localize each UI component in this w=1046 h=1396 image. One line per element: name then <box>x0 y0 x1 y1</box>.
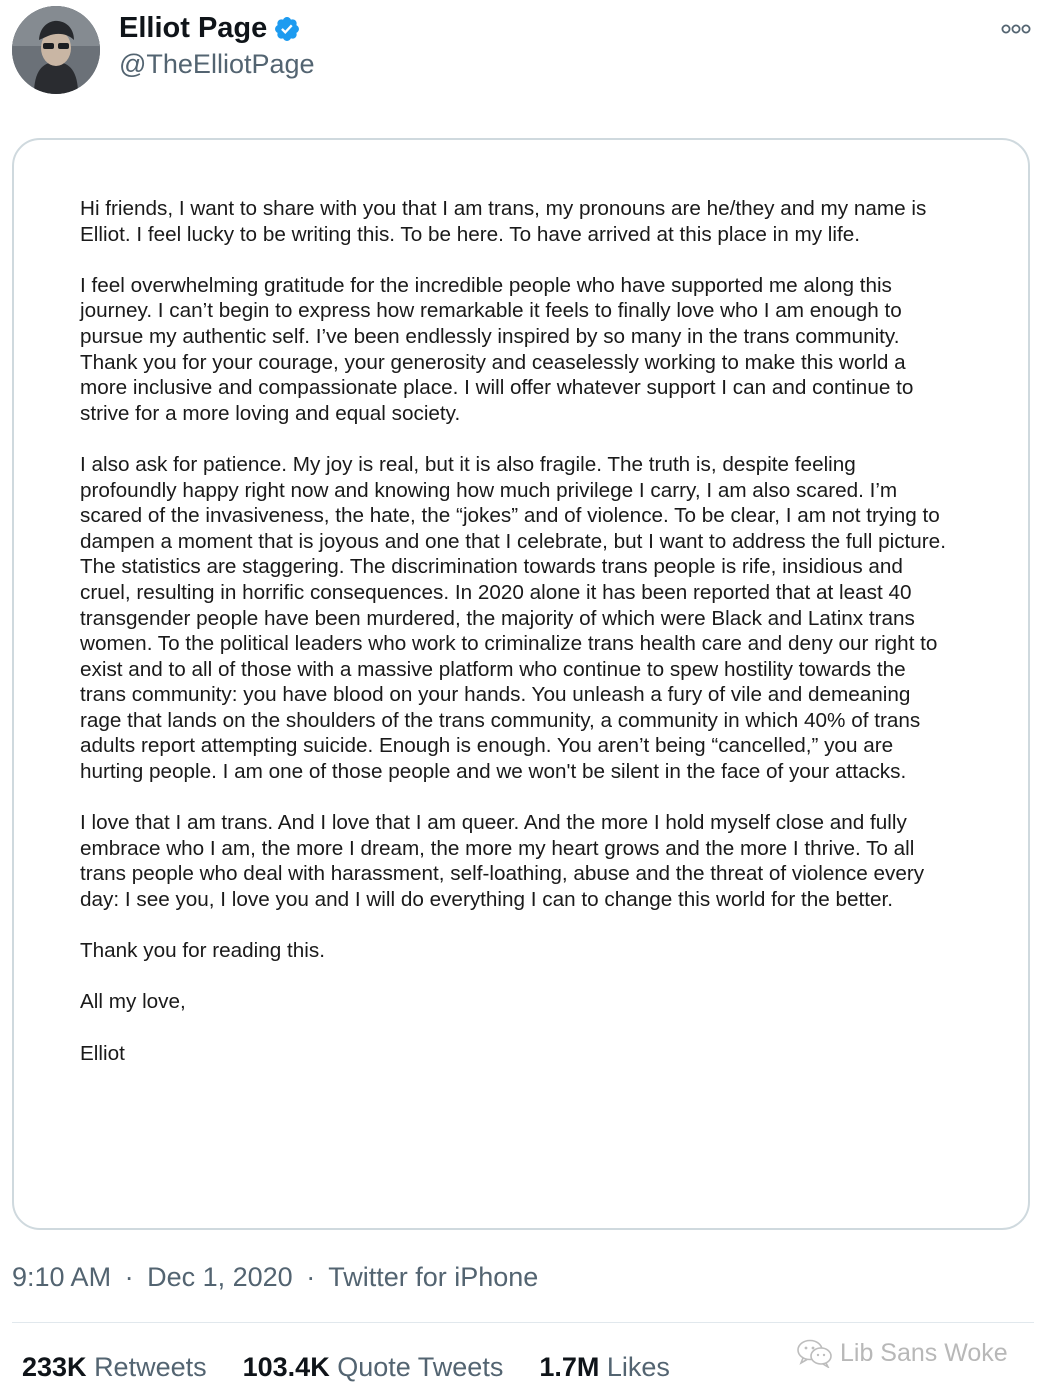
verified-badge-icon <box>273 15 301 43</box>
letter-signature: Elliot <box>80 1041 125 1065</box>
retweets-label: Retweets <box>94 1352 207 1382</box>
retweets-count: 233K <box>22 1352 87 1382</box>
letter-paragraph: Thank you for reading this. <box>80 939 325 963</box>
more-options-icon[interactable] <box>998 18 1034 40</box>
watermark <box>796 1338 1008 1368</box>
likes-label: Likes <box>606 1352 670 1382</box>
tweet-source[interactable]: Twitter for iPhone <box>328 1262 539 1292</box>
letter-paragraph: Hi friends, I want to share with you that I am trans, my pronouns are he/they and my name is Elliot. I feel lucky to be writing this. To be here. To have arrived at this place in my life. <box>80 197 927 246</box>
likes-count: 1.7M <box>539 1352 600 1382</box>
display-name-text: Elliot Page <box>119 12 268 44</box>
tweet-date[interactable]: Dec 1, 2020 <box>147 1262 293 1292</box>
handle[interactable]: @TheElliotPage <box>119 49 315 79</box>
tweet-meta <box>12 1262 538 1293</box>
likes-stat[interactable] <box>539 1352 670 1383</box>
letter-paragraph: I also ask for patience. My joy is real, but it is also fragile. The truth is, despite feeling profoundly happy right now and knowing how much privilege I carry, I am also scared. I’m scared of the invasiveness, the hate, the “jokes” and of violence. To be clear, I am not trying to dampen a moment that is joyous and one that I celebrate, but I want to address the full picture. The statistics are staggering. The discrimination towards trans people is rife, insidious and cruel, resulting in horrific consequences. In 2020 alone it has been reported that at least 40 transgender people have been murdered, the majority of which were Black and Latinx trans women. To the political leaders who work to criminalize trans health care and deny our right to exist and to all of those with a massive platform who continue to spew hostility towards the trans community: you have blood on your hands. You unleash a fury of vile and demeaning rage that lands on the shoulders of the trans community, a community in which 40% of trans adults report attempting suicide. Enough is enough. You aren’t being “cancelled,” you are hurting people. I am one of those people and we won't be silent in the face of your attacks. <box>80 452 946 784</box>
letter-text <box>80 196 950 1092</box>
wechat-icon <box>796 1338 834 1368</box>
meta-separator: · <box>306 1262 316 1292</box>
media-card[interactable] <box>12 138 1030 1230</box>
quote-tweets-stat[interactable] <box>243 1352 504 1383</box>
divider <box>12 1322 1034 1323</box>
avatar[interactable] <box>12 6 100 94</box>
watermark-text: Lib Sans Woke <box>840 1338 1008 1367</box>
tweet-time[interactable]: 9:10 AM <box>12 1262 112 1292</box>
letter-paragraph: All my love, <box>80 990 186 1014</box>
display-name[interactable] <box>119 12 301 45</box>
quote-tweets-count: 103.4K <box>242 1352 330 1382</box>
tweet-stats <box>22 1352 706 1383</box>
letter-paragraph: I feel overwhelming gratitude for the incredible people who have supported me along this journey. I can’t begin to express how remarkable it feels to finally love who I am enough to pursue my authentic self. I’ve been endlessly inspired by so many in the trans community. Thank you for your courage, your generosity and ceaselessly working to make this world a more inclusive and compassionate place. I will offer whatever support I can and continue to strive for a more loving and equal society. <box>80 273 914 425</box>
meta-separator: · <box>124 1262 134 1292</box>
quote-tweets-label: Quote Tweets <box>337 1352 504 1382</box>
letter-paragraph: I love that I am trans. And I love that I am queer. And the more I hold myself close and fully embrace who I am, the more I dream, the more my heart grows and the more I thrive. To all trans people who deal with harassment, self-loathing, abuse and the threat of violence every day: I see you, I love you and I will do everything I can to change this world for the better. <box>80 811 925 912</box>
retweets-stat[interactable] <box>22 1352 207 1383</box>
